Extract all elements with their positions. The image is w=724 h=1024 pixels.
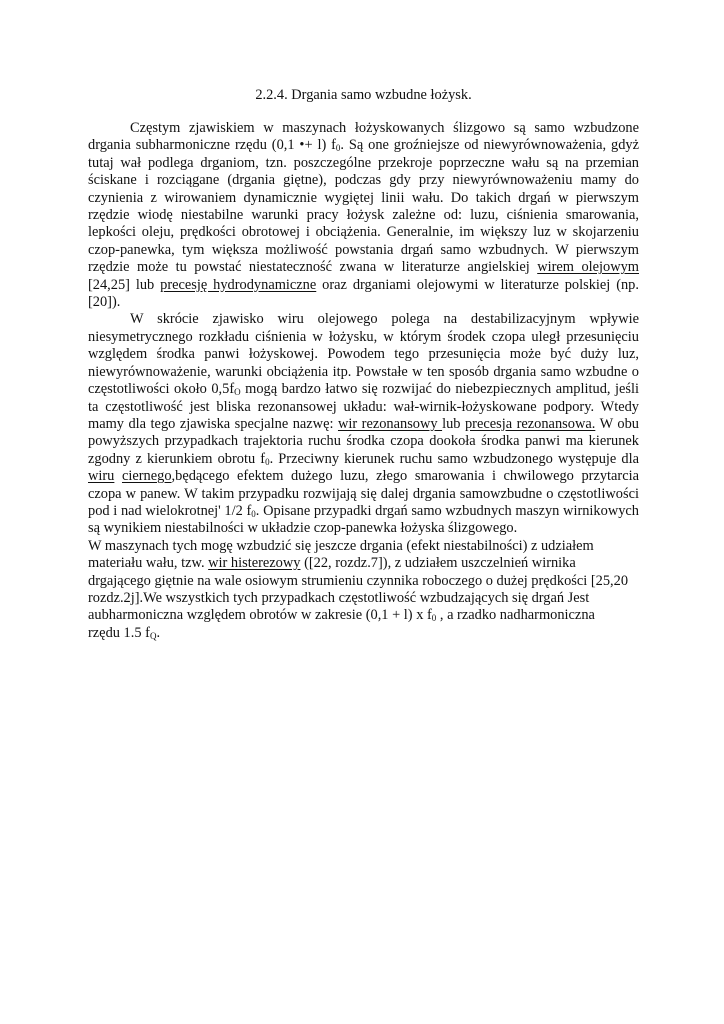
p3-line-5a: aubharmoniczna względem obrotów w zakresie (0,1 + l) x f — [88, 607, 432, 624]
p2-subscript-3: 0 — [251, 508, 256, 519]
p1-text-b: . Są one groźniejsze od niewyrównoważenia, gdyż tutaj wał podlega drganiom, tzn. poszczególne przekroje poprzeczne wału są na przemian ściskane i rozciągane (drgania giętne), podczas gdy przy niewyrównoważeniu mamy do czynienia z wirowaniem dynamicznie wygiętej linii wału. Do takich drgań w pierwszym rzędzie wiodę niestabilne warunki pracy łożysk zależne od: luzu, ciśnienia smarowania, lepkości oleju, prędkości obrotowej i obciążenia. Generalnie, im większy luz w skojarzeniu czop-panewka, tym większa możliwość powstania drgań samo wzbudnych. W pierwszym rzędzie może tu powstać niestateczność zwana w literaturze angielskiej — [88, 137, 639, 276]
paragraph-2 — [88, 311, 639, 537]
p3-line-6b: . — [156, 624, 161, 641]
paragraph-3 — [88, 538, 639, 642]
p2-underlined-term-1: wir rezonansowy — [337, 415, 443, 432]
p2-underlined-term-2: precesja rezonansowa. — [464, 415, 596, 432]
p3-line-5b: , a rzadko nadharmoniczna — [436, 607, 595, 624]
p3-line-3: drgającego giętnie na wale osiowym strumieniu czynnika roboczego o dużej prędkości [25,20 — [88, 572, 629, 589]
p2-text-d: W obu powyższych przypadkach trajektoria ruchu środka czopa dookoła środka panwi ma kierunek zgodny z kierunkiem obrotu f — [88, 415, 639, 467]
p2-text-f — [114, 468, 122, 484]
p2-text-b: mogą bardzo łatwo się rozwijać do niebezpiecznych amplitud, jeśli ta częstotliwość jest bliska rezonansowej układu: wał-wirnik-łożyskowane podpory. Wtedy mamy dla tego zjawiska specjalne nazwę: — [88, 381, 639, 432]
p3-subscript-2: Q — [149, 630, 157, 641]
p1-subscript: 0 — [335, 143, 341, 154]
p2-text-g: ,będącego efektem dużego luzu, złego smarowania i chwilowego przytarcia czopa w panew. W takim przypadku rozwijają się dalej drgania samowzbudne o częstotliwości pod i nad wielokrotnej' 1/2 f — [88, 468, 639, 519]
section-heading: 2.2.4. Drgania samo wzbudne łożysk. — [255, 87, 472, 103]
paragraph-1 — [88, 120, 639, 311]
p3-line-1: W maszynach tych mogę wzbudzić się jeszcze drgania (efekt niestabilności) z udziałem — [88, 537, 594, 554]
p2-underlined-term-4: ciernego — [121, 468, 172, 485]
p3-line-2a: materiału wału, tzw. — [88, 555, 209, 572]
p2-text-a: W skrócie zjawisko wiru olejowego polega na destabilizacyjnym wpływie niesymetrycznego rozkładu ciśnienia w łożysku, w którym środek czopa uległ przesunięciu względem środka panwi łożyskowej. Powodem tego przesunięcia może być duży luz, niewyrównoważenie, warunki obciążenia itp. Powstałe w ten sposób drgania samo wzbudne o częstotliwości około 0,5f — [88, 311, 639, 398]
p1-underlined-term-1: wirem olejowym — [537, 259, 639, 276]
p2-subscript-2: 0 — [265, 456, 270, 467]
p1-text-a: Częstym zjawiskiem w maszynach łożyskowanych ślizgowo są samo wzbudzone drgania subharmoniczne rzędu (0,1 •+ l) f — [88, 120, 639, 154]
p3-subscript-1: 0 — [431, 613, 437, 624]
p3-underlined-term: wir histerezowy — [208, 555, 301, 572]
p2-text-e: . Przeciwny kierunek ruchu samo wzbudzonego występuje dla — [269, 450, 639, 467]
p1-text-d: oraz drganiami olejowymi w literaturze polskiej (np.[20]). — [88, 276, 639, 311]
p3-line-6a: rzędu 1.5 f — [88, 624, 150, 641]
p3-line-2b: ([22, rozdz.7]), z udziałem uszczelnień wirnika — [300, 555, 576, 572]
p1-text-c: [24,25] lub — [88, 276, 161, 293]
p2-text-c: lub — [442, 415, 465, 432]
document-page — [88, 86, 639, 642]
p2-text-h: . Opisane przypadki drgań samo wzbudnych maszyn wirnikowych są wynikiem niestabilności w układzie czop-panewka łożyska ślizgowego. — [88, 502, 639, 537]
p3-line-4: rozdz.2j].We wszystkich tych przypadkach częstotliwość wzbudzających się drgań Jest — [88, 589, 590, 606]
p2-subscript-1: O — [234, 387, 241, 398]
p1-underlined-term-2: precesję hydrodynamiczne — [160, 276, 317, 293]
p2-underlined-term-3: wiru — [88, 468, 115, 485]
